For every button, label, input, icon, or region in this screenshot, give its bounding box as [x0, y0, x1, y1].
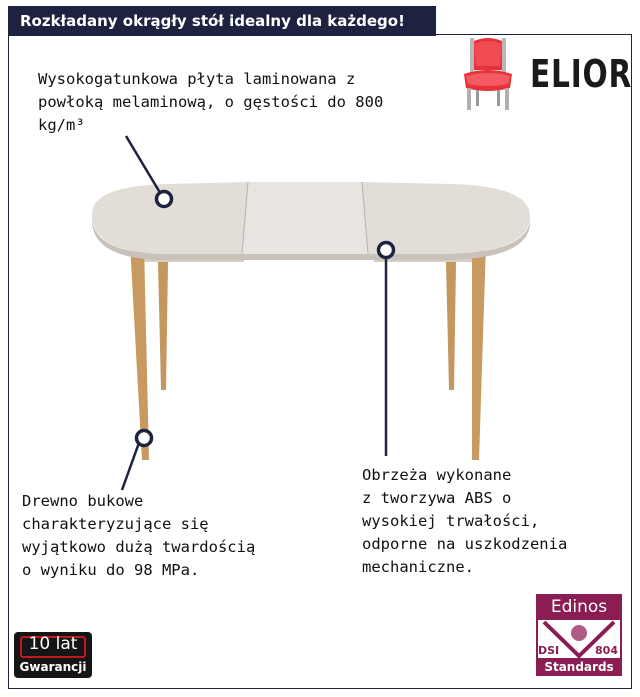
- warranty-years: 10 lat: [28, 634, 78, 654]
- table-legs-back: [158, 262, 456, 390]
- warranty-label: Gwarancji: [19, 660, 87, 674]
- certification-number: 804: [595, 644, 618, 657]
- certification-footer: Standards: [536, 658, 622, 676]
- callout-legs: Drewno bukowe charakteryzujące się wyjątkowo dużą twardością o wyniku do 98 MPa.: [22, 492, 256, 579]
- certification-badge: [536, 594, 622, 676]
- certification-brand: Edinos: [536, 594, 622, 620]
- page-title: Rozkładany okrągły stół idealny dla każdego!: [8, 6, 436, 36]
- warranty-badge: [14, 632, 92, 678]
- callout-tabletop: Wysokogatunkowa płyta laminowana z powłoką melaminową, o gęstości do 800 kg/m³: [38, 70, 384, 134]
- certification-prefix: DSI: [538, 644, 560, 657]
- table-legs-front: [130, 244, 486, 460]
- callout-edges: Obrzeża wykonane z tworzywa ABS o wysokiej trwałości, odporne na uszkodzenia mechaniczne.: [362, 466, 568, 576]
- brand-name: ELIOR: [530, 52, 633, 96]
